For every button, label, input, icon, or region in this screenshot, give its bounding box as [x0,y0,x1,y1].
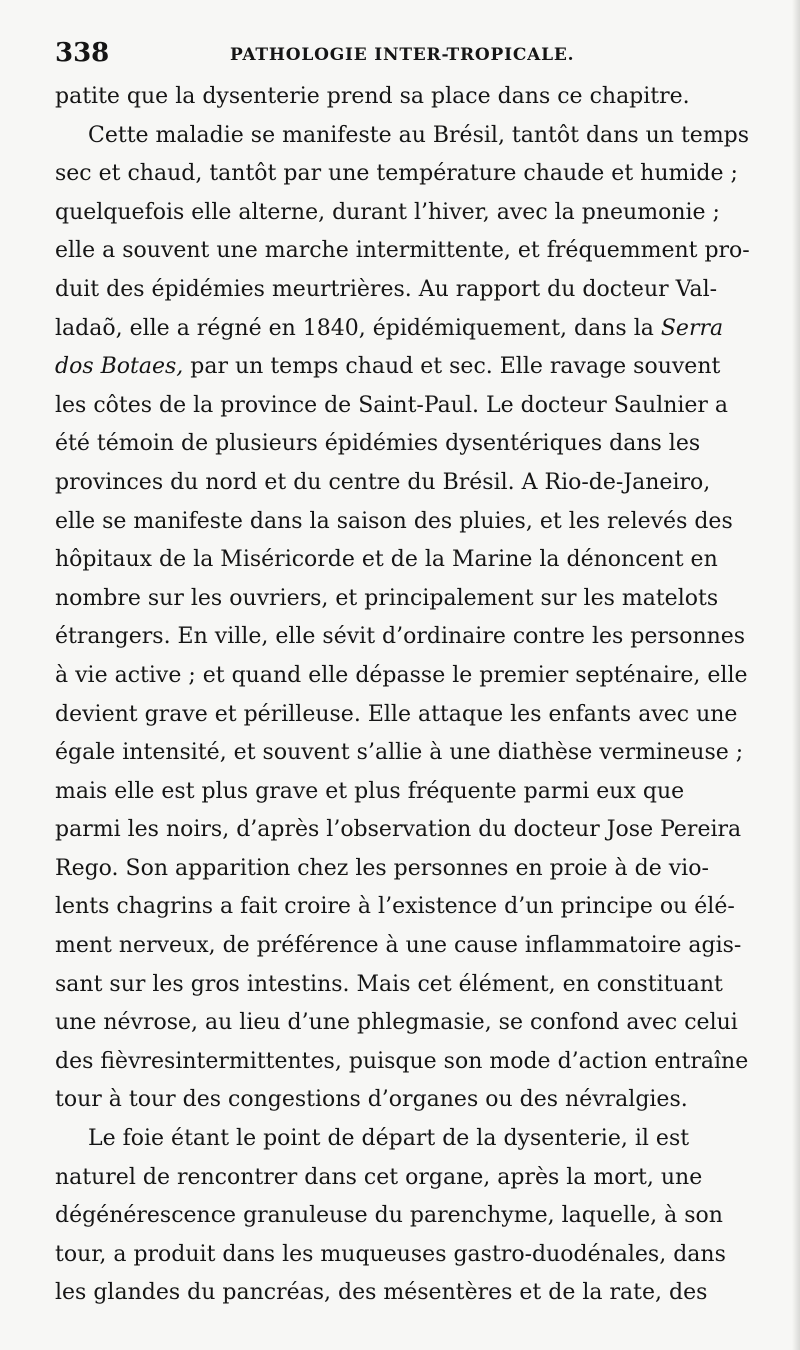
italic-place-name: Serra [660,315,724,341]
text-line: parmi les noirs, d’après l’observation du docteur Jose Pereira [55,817,742,843]
text-line: dégénérescence granuleuse du parenchyme, laquelle, à son [55,1203,723,1229]
text-line: duit des épidémies meurtrières. Au rapport du docteur Val- [55,276,718,302]
text-fragment: par un temps chaud et sec. Elle ravage souvent [190,354,721,380]
text-line: une névrose, au lieu d’une phlegmasie, se confond avec celui [55,1010,738,1036]
paragraph-start-line: Cette maladie se manifeste au Brésil, tantôt dans un temps [88,122,750,148]
text-line: ment nerveux, de préférence à une cause inflammatoire agis- [55,933,742,959]
paragraph-start-line: Le foie étant le point de départ de la dysenterie, il est [88,1126,690,1152]
text-line: quelquefois elle alterne, durant l’hiver, avec la pneumonie ; [55,199,720,225]
text-line: provinces du nord et du centre du Brésil. A Rio-de-Janeiro, [55,469,711,495]
body-text [55,78,763,1313]
text-line: naturel de rencontrer dans cet organe, après la mort, une [55,1164,703,1190]
text-line: les côtes de la province de Saint-Paul. Le docteur Saulnier a [55,392,729,418]
text-line: elle a souvent une marche intermittente, et fréquemment pro- [55,238,750,264]
text-line: devient grave et périlleuse. Elle attaque les enfants avec une [55,701,738,727]
text-line: des fièvresintermittentes, puisque son mode d’action entraîne [55,1048,749,1074]
text-line [55,310,763,349]
text-line: été témoin de plusieurs épidémies dysentériques dans les [55,431,701,457]
text-line: étrangers. En ville, elle sévit d’ordinaire contre les personnes [55,624,746,650]
text-line: égale intensité, et souvent s’allie à une diathèse vermineuse ; [55,740,744,766]
text-line: tour, a produit dans les muqueuses gastro-duodénales, dans [55,1241,726,1267]
page-edge-shadow [792,0,800,1350]
italic-place-name: dos Botaes, [55,354,184,380]
text-line: elle se manifeste dans la saison des pluies, et les relevés des [55,508,733,534]
text-line: nombre sur les ouvriers, et principalement sur les matelots [55,585,719,611]
text-line: mais elle est plus grave et plus fréquente parmi eux que [55,778,685,804]
text-line: sant sur les gros intestins. Mais cet élément, en constituant [55,971,723,997]
page-number: 338 [55,38,110,68]
text-line: lents chagrins a fait croire à l’existence d’un principe ou élé- [55,894,735,920]
text-fragment: ladaõ, elle a régné en 1840, épidémiquement, dans la [55,315,654,341]
text-line: à vie active ; et quand elle dépasse le premier septénaire, elle [55,662,748,688]
text-line: Rego. Son apparition chez les personnes en proie à de vio- [55,855,709,881]
text-line: tour à tour des congestions d’organes ou des névralgies. [55,1087,688,1113]
text-line: hôpitaux de la Miséricorde et de la Marine la dénoncent en [55,547,718,573]
text-line [55,348,763,387]
running-title: PATHOLOGIE INTER-TROPICALE. [230,45,575,65]
text-line: les glandes du pancréas, des mésentères et de la rate, des [55,1280,708,1306]
page-header [55,36,755,70]
text-line: sec et chaud, tantôt par une température chaude et humide ; [55,161,738,187]
text-line: patite que la dysenterie prend sa place dans ce chapitre. [55,84,690,109]
